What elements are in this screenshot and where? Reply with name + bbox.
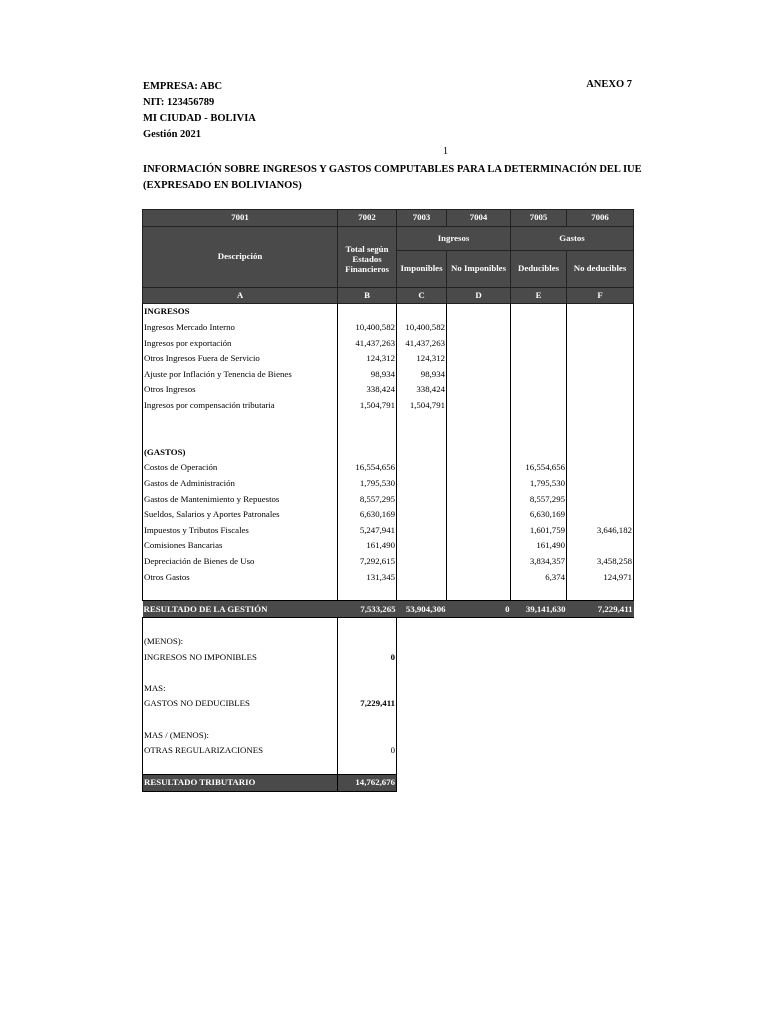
row-no-deducibles: [567, 507, 634, 523]
ingresos-section-row: [143, 304, 634, 320]
row-total: 161,490: [338, 538, 397, 554]
letter-d: D: [447, 287, 511, 304]
resultado-gestion-no-imponibles: 0: [447, 601, 511, 618]
table-row: [143, 569, 634, 585]
resultado-gestion-deducibles: 39,141,630: [511, 601, 567, 618]
gastos-section-label: (GASTOS): [143, 445, 338, 461]
row-total: 5,247,941: [338, 523, 397, 539]
menos-row: [143, 634, 634, 650]
gastos-no-deducibles-row: [143, 696, 634, 712]
mas-label: MAS:: [143, 680, 338, 696]
row-no-deducibles: 3,646,182: [567, 523, 634, 539]
table-row: [143, 538, 634, 554]
resultado-tributario-value: 14,762,676: [338, 775, 397, 792]
letter-a: A: [143, 287, 338, 304]
row-imponibles: 124,312: [397, 351, 447, 367]
code-7001: 7001: [143, 210, 338, 227]
ingresos-no-imponibles-value: 0: [338, 649, 397, 665]
letter-b: B: [338, 287, 397, 304]
row-desc: Sueldos, Salarios y Aportes Patronales: [143, 507, 338, 523]
row-total: 10,400,582: [338, 320, 397, 336]
row-total: 6,630,169: [338, 507, 397, 523]
row-no-deducibles: [567, 491, 634, 507]
row-desc: Ingresos por exportación: [143, 335, 338, 351]
mas-row: [143, 680, 634, 696]
row-desc: Impuestos y Tributos Fiscales: [143, 523, 338, 539]
empresa-line: EMPRESA: ABC: [143, 81, 223, 92]
row-deducibles: 161,490: [511, 538, 567, 554]
report-subtitle: (EXPRESADO EN BOLIVIANOS): [143, 180, 302, 191]
row-no-deducibles: [567, 460, 634, 476]
row-desc: Costos de Operación: [143, 460, 338, 476]
spacer-row: [143, 712, 634, 728]
gastos-no-deducibles-value: 7,229,411: [338, 696, 397, 712]
table-row: [143, 554, 634, 570]
row-desc: Gastos de Mantenimiento y Repuestos: [143, 491, 338, 507]
table-row: [143, 507, 634, 523]
table-row: [143, 382, 634, 398]
ciudad-line: MI CIUDAD - BOLIVIA: [143, 113, 256, 124]
row-total: 16,554,656: [338, 460, 397, 476]
table-row: [143, 523, 634, 539]
spacer-row: [143, 618, 634, 634]
spacer-row: [143, 665, 634, 681]
row-imponibles: 1,504,791: [397, 398, 447, 414]
code-7004: 7004: [447, 210, 511, 227]
row-desc: Ingresos Mercado Interno: [143, 320, 338, 336]
resultado-gestion-row: [143, 601, 634, 618]
resultado-gestion-no-deducibles: 7,229,411: [567, 601, 634, 618]
table-row: [143, 398, 634, 414]
imponibles-header: Imponibles: [397, 250, 447, 287]
row-desc: Depreciación de Bienes de Uso: [143, 554, 338, 570]
table-row: [143, 460, 634, 476]
gestion-line: Gestión 2021: [143, 129, 202, 140]
row-desc: Otros Ingresos: [143, 382, 338, 398]
resultado-gestion-label: RESULTADO DE LA GESTIÓN: [143, 601, 338, 618]
code-row: [143, 210, 634, 227]
financieros-text: Financieros: [345, 263, 389, 274]
ingresos-no-imponibles-row: [143, 649, 634, 665]
row-total: 131,345: [338, 569, 397, 585]
row-deducibles: 16,554,656: [511, 460, 567, 476]
table-row: [143, 491, 634, 507]
row-desc: Ajuste por Inflación y Tenencia de Bienes: [143, 367, 338, 383]
row-deducibles: 8,557,295: [511, 491, 567, 507]
total-segun-text: Total según: [345, 243, 389, 254]
row-desc: Otros Ingresos Fuera de Servicio: [143, 351, 338, 367]
code-7006: 7006: [567, 210, 634, 227]
menos-label: (MENOS):: [143, 634, 338, 650]
code-7003: 7003: [397, 210, 447, 227]
total-header: [338, 226, 397, 287]
income-expense-table: [142, 209, 634, 792]
row-total: 124,312: [338, 351, 397, 367]
row-deducibles: 1,795,530: [511, 476, 567, 492]
row-imponibles: 98,934: [397, 367, 447, 383]
spacer-row: [143, 758, 634, 774]
table-row: [143, 367, 634, 383]
spacer-row: [143, 585, 634, 601]
deducibles-header: Deducibles: [511, 250, 567, 287]
code-7005: 7005: [511, 210, 567, 227]
row-desc: Gastos de Administración: [143, 476, 338, 492]
mas-menos-label: MAS / (MENOS):: [143, 727, 338, 743]
descripcion-header: Descripción: [143, 226, 338, 287]
header-row-groups: [143, 226, 634, 250]
table-row: [143, 320, 634, 336]
report-title: INFORMACIÓN SOBRE INGRESOS Y GASTOS COMPUTABLES PARA LA DETERMINACIÓN DEL IUE: [143, 164, 642, 175]
row-no-deducibles: [567, 476, 634, 492]
page-number: 1: [443, 146, 448, 157]
row-desc: Ingresos por compensación tributaria: [143, 398, 338, 414]
no-deducibles-header: No deducibles: [567, 250, 634, 287]
otras-regularizaciones-label: OTRAS REGULARIZACIONES: [143, 743, 338, 759]
ingresos-no-imponibles-label: INGRESOS NO IMPONIBLES: [143, 649, 338, 665]
row-total: 98,934: [338, 367, 397, 383]
spacer-row: [143, 413, 634, 429]
row-total: 338,424: [338, 382, 397, 398]
otras-regularizaciones-row: [143, 743, 634, 759]
gastos-no-deducibles-label: GASTOS NO DEDUCIBLES: [143, 696, 338, 712]
gastos-group-header: Gastos: [511, 226, 634, 250]
nit-line: NIT: 123456789: [143, 97, 215, 108]
code-7002: 7002: [338, 210, 397, 227]
table-row: [143, 351, 634, 367]
resultado-gestion-imponibles: 53,904,306: [397, 601, 447, 618]
row-total: 1,795,530: [338, 476, 397, 492]
no-imponibles-header: No Imponibles: [447, 250, 511, 287]
gastos-section-row: [143, 445, 634, 461]
row-deducibles: 1,601,759: [511, 523, 567, 539]
ingresos-section-label: INGRESOS: [143, 304, 338, 320]
row-total: 41,437,263: [338, 335, 397, 351]
letter-e: E: [511, 287, 567, 304]
estados-text: Estados: [352, 253, 382, 264]
row-no-deducibles: 124,971: [567, 569, 634, 585]
row-total: 8,557,295: [338, 491, 397, 507]
row-deducibles: 6,630,169: [511, 507, 567, 523]
row-deducibles: 6,374: [511, 569, 567, 585]
letter-f: F: [567, 287, 634, 304]
row-imponibles: 10,400,582: [397, 320, 447, 336]
letter-row: [143, 287, 634, 304]
resultado-gestion-total: 7,533,265: [338, 601, 397, 618]
row-no-deducibles: [567, 538, 634, 554]
otras-regularizaciones-value: 0: [338, 743, 397, 759]
table-row: [143, 335, 634, 351]
mas-menos-row: [143, 727, 634, 743]
table-row: [143, 476, 634, 492]
letter-c: C: [397, 287, 447, 304]
row-imponibles: 338,424: [397, 382, 447, 398]
row-total: 7,292,615: [338, 554, 397, 570]
row-desc: Comisiones Bancarias: [143, 538, 338, 554]
resultado-tributario-label: RESULTADO TRIBUTARIO: [143, 775, 338, 792]
ingresos-group-header: Ingresos: [397, 226, 511, 250]
row-deducibles: 3,834,357: [511, 554, 567, 570]
row-desc: Otros Gastos: [143, 569, 338, 585]
anexo-label: ANEXO 7: [586, 79, 632, 90]
resultado-tributario-row: [143, 775, 634, 792]
row-total: 1,504,791: [338, 398, 397, 414]
spacer-row: [143, 429, 634, 445]
row-no-deducibles: 3,458,258: [567, 554, 634, 570]
row-imponibles: 41,437,263: [397, 335, 447, 351]
